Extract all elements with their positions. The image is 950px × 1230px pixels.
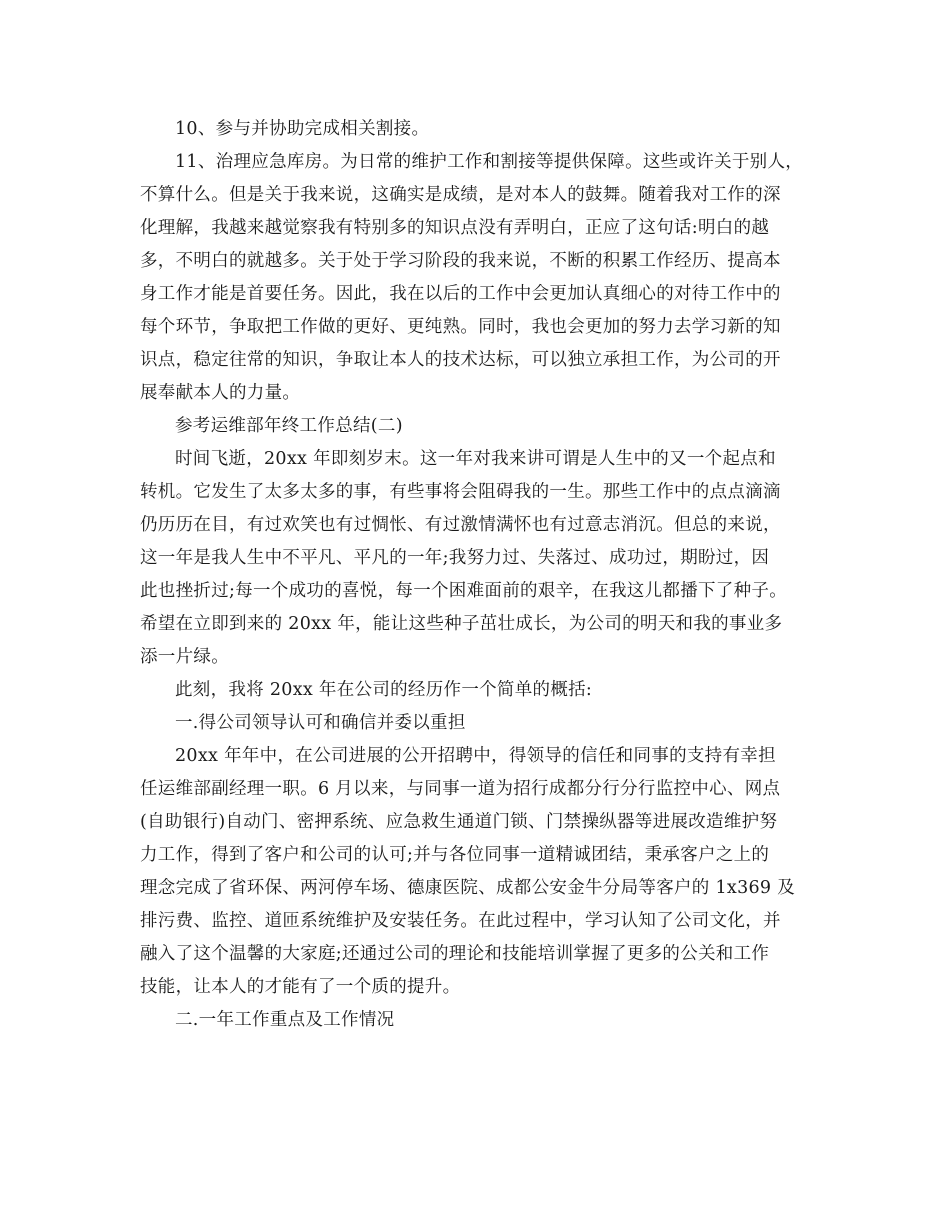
text-line: 理念完成了省环保、两河停车场、德康医院、成都公安金牛分局等客户的 1x369 及 [140, 878, 796, 898]
text-line: 技能，让本人的才能有了一个质的提升。 [140, 977, 461, 997]
text-line: 二.一年工作重点及工作情况 [175, 1010, 395, 1030]
text-line: (自助银行)自动门、密押系统、应急救生通道门锁、门禁操纵器等进展改造维护努 [140, 812, 778, 832]
text-line: 11、治理应急库房。为日常的维护工作和割接等提供保障。这些或许关于别人， [175, 152, 804, 172]
text-line: 任运维部副经理一职。6 月以来，与同事一道为招行成都分行分行监控中心、网点 [140, 779, 781, 799]
text-line: 化理解，我越来越觉察我有特别多的知识点没有弄明白，正应了这句话:明白的越 [140, 218, 770, 238]
paragraph-intro [140, 443, 820, 674]
text-line: 展奉献本人的力量。 [140, 383, 301, 403]
text-line: 力工作，得到了客户和公司的认可;并与各位同事一道精诚团结，秉承客户之上的 [140, 845, 770, 865]
paragraph-section-1 [140, 740, 820, 1004]
paragraph-item-11 [140, 146, 820, 410]
paragraph-heading-1 [140, 707, 820, 740]
text-line: 一.得公司领导认可和确信并委以重担 [175, 713, 466, 733]
text-line: 识点，稳定往常的知识，争取让本人的技术达标，可以独立承担工作，为公司的开 [140, 350, 781, 370]
text-line: 此刻，我将 20xx 年在公司的经历作一个简单的概括: [175, 680, 593, 700]
paragraph-summary [140, 674, 820, 707]
text-line: 融入了这个温馨的大家庭;还通过公司的理论和技能培训掌握了更多的公关和工作 [140, 944, 770, 964]
text-line: 添一片绿。 [140, 647, 229, 667]
text-line: 身工作才能是首要任务。因此，我在以后的工作中会更加认真细心的对待工作中的 [140, 284, 781, 304]
text-line: 参考运维部年终工作总结(二) [175, 416, 403, 436]
paragraph-item-10 [140, 113, 820, 146]
text-line: 转机。它发生了太多太多的事，有些事将会阻碍我的一生。那些工作中的点点滴滴 [140, 482, 781, 502]
document-body [140, 113, 820, 1037]
text-line: 10、参与并协助完成相关割接。 [175, 119, 430, 139]
text-line: 多，不明白的就越多。关于处于学习阶段的我来说，不断的积累工作经历、提高本 [140, 251, 781, 271]
text-line: 时间飞逝，20xx 年即刻岁末。这一年对我来讲可谓是人生中的又一个起点和 [175, 449, 776, 469]
text-line: 希望在立即到来的 20xx 年，能让这些种子茁壮成长，为公司的明天和我的事业多 [140, 614, 783, 634]
text-line: 每个环节，争取把工作做的更好、更纯熟。同时，我也会更加的努力去学习新的知 [140, 317, 781, 337]
text-line: 仍历历在目，有过欢笑也有过惆怅、有过激情满怀也有过意志消沉。但总的来说， [140, 515, 781, 535]
text-line: 此也挫折过;每一个成功的喜悦，每一个困难面前的艰辛，在我这儿都播下了种子。 [140, 581, 787, 601]
text-line: 不算什么。但是关于我来说，这确实是成绩，是对本人的鼓舞。随着我对工作的深 [140, 185, 781, 205]
text-line: 这一年是我人生中不平凡、平凡的一年;我努力过、失落过、成功过，期盼过，因 [140, 548, 770, 568]
paragraph-heading-2 [140, 1004, 820, 1037]
text-line: 20xx 年年中，在公司进展的公开招聘中，得领导的信任和同事的支持有幸担 [175, 746, 776, 766]
text-line: 排污费、监控、道匝系统维护及安装任务。在此过程中，学习认知了公司文化，并 [140, 911, 781, 931]
paragraph-title-2 [140, 410, 820, 443]
